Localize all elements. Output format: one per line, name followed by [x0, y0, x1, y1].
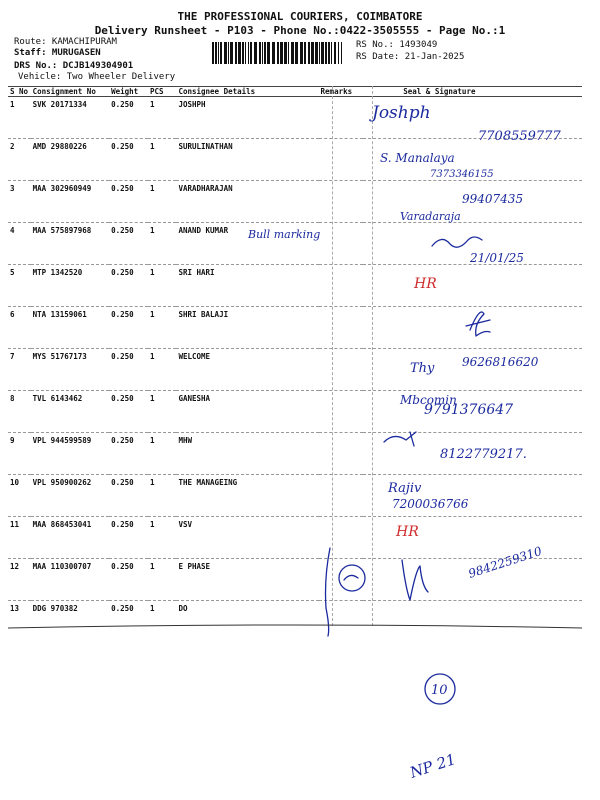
col-signature: Seal & Signature — [363, 87, 582, 97]
hw-hr-mark-row11: HR — [396, 524, 419, 540]
hw-sig8-phone: 9791376647 — [424, 402, 514, 418]
cell-weight: 0.250 — [109, 181, 148, 223]
cell-weight: 0.250 — [109, 391, 148, 433]
cell-consignment: AMD 29880226 — [31, 139, 109, 181]
cell-pcs: 1 — [148, 265, 176, 307]
hw-sig12-scribble — [402, 560, 428, 600]
hw-sig9-phone: 8122779217. — [440, 447, 527, 462]
cell-consignee: DO — [178, 604, 188, 613]
cell-consignee: WELCOME — [176, 349, 318, 391]
cell-pcs: 1 — [148, 139, 176, 181]
cell-sno: 10 — [8, 475, 31, 517]
hw-sig7-phone: 9626816620 — [462, 355, 539, 369]
cell-consignment: MAA 110300707 — [31, 559, 109, 601]
cell-weight: 0.250 — [109, 139, 148, 181]
cell-sno: 11 — [8, 517, 31, 559]
cell-sno: 8 — [8, 391, 31, 433]
rs-date: RS Date: 21-Jan-2025 — [356, 52, 465, 62]
rs-number: RS No.: 1493049 — [356, 40, 438, 50]
cell-consignee: MHW — [176, 433, 318, 475]
cell-sno: 2 — [8, 139, 31, 181]
cell-weight: 0.250 — [109, 433, 148, 475]
hw-sig12-phone: 9842259310 — [466, 543, 544, 581]
cell-pcs: 1 — [148, 433, 176, 475]
hw-stamp-circle — [339, 565, 365, 591]
cell-pcs: 1 — [148, 97, 176, 139]
cell-pcs: 1 — [148, 223, 176, 265]
cell-pcs: 1 — [148, 475, 176, 517]
runsheet-title: Delivery Runsheet - P103 - Phone No.:0422-3505555 - Page No.:1 — [94, 24, 506, 37]
cell-weight: 0.250 — [109, 97, 148, 139]
cell-sno: 6 — [8, 307, 31, 349]
hw-stamp-mark — [344, 575, 358, 580]
staff-label: Staff: MURUGASEN — [14, 48, 101, 58]
cell-weight: 0.250 — [109, 307, 148, 349]
cell-sno: 7 — [8, 349, 31, 391]
hw-circled-number: 10 — [431, 683, 448, 698]
hw-sig2-name: S. Manalaya — [380, 151, 455, 165]
cell-pcs: 1 — [148, 559, 176, 601]
cell-sno: 5 — [8, 265, 31, 307]
vehicle-label: Vehicle: Two Wheeler Delivery — [18, 72, 176, 82]
hw-sig1-phone: 7708559777 — [478, 129, 561, 144]
hw-sig8-name: Mbcomin — [400, 393, 457, 407]
cell-weight: 0.250 — [109, 475, 148, 517]
col-sno: S No — [8, 87, 31, 97]
cell-weight: 0.250 — [109, 559, 148, 601]
cell-consignment: VPL 944599589 — [31, 433, 109, 475]
cell-consignment: MAA 302960949 — [31, 181, 109, 223]
cell-consignee: THE MANAGEING — [176, 475, 318, 517]
cell-weight: 0.250 — [109, 223, 148, 265]
cell-sno: 4 — [8, 223, 31, 265]
cell-weight: 0.250 — [109, 265, 148, 307]
cell-consignment: SVK 20171334 — [31, 97, 109, 139]
cell-consignee: SURULINATHAN — [176, 139, 318, 181]
cell-sno: 12 — [8, 559, 31, 601]
cell-consignee: SRI HARI — [176, 265, 318, 307]
cell-consignment: MYS 51767173 — [31, 349, 109, 391]
col-consignee: Consignee Details — [176, 87, 318, 97]
cell-pcs: 1 — [149, 604, 155, 613]
cell-consignee: GANESHA — [176, 391, 318, 433]
col-weight: Weight — [109, 87, 148, 97]
cell-consignee: JOSHPH — [176, 97, 318, 139]
drs-number: DRS No.: DCJB149304901 — [14, 61, 134, 71]
hw-sig9-scribble — [384, 432, 416, 446]
cell-weight: 0.250 — [109, 517, 148, 559]
cell-consignment: VPL 950900262 — [31, 475, 109, 517]
cell-consignee: VARADHARAJAN — [176, 181, 318, 223]
cell-consignee: E PHASE — [176, 559, 318, 601]
route-label: Route: KAMACHIPURAM — [14, 37, 117, 47]
col-pcs: PCS — [148, 87, 176, 97]
cell-consignment: MAA 868453041 — [31, 517, 109, 559]
cell-consignment: MAA 575897968 — [31, 223, 109, 265]
cell-consignee: ANAND KUMAR — [176, 223, 318, 265]
cell-consignee: VSV — [176, 517, 318, 559]
cell-weight: 0.250 — [109, 349, 148, 391]
hw-sig10-name: Rajiv — [388, 481, 422, 496]
cell-sno: 13 — [10, 604, 20, 613]
hw-sig10-phone: 7200036766 — [392, 497, 469, 511]
hw-sig7-name: Thy — [410, 361, 435, 376]
col-consignment: Consignment No — [31, 87, 109, 97]
hw-hr-mark-row5: HR — [414, 276, 437, 292]
cell-consignment: NTA 13159061 — [31, 307, 109, 349]
cell-pcs: 1 — [148, 181, 176, 223]
cell-sno: 3 — [8, 181, 31, 223]
hw-sig6-mark — [466, 312, 490, 336]
hw-note4: Bull marking — [248, 228, 321, 241]
cell-consignment: DDG 970382 — [32, 604, 78, 613]
company-name: THE PROFESSIONAL COURIERS, COIMBATORE — [177, 10, 423, 23]
cell-pcs: 1 — [148, 517, 176, 559]
hw-sig2-phone: 7373346155 — [430, 169, 494, 180]
cell-consignment: MTP 1342520 — [31, 265, 109, 307]
cell-pcs: 1 — [148, 391, 176, 433]
hw-sig5-date: 21/01/25 — [470, 251, 524, 265]
hw-sig3-phone: 99407435 — [462, 192, 524, 206]
cell-sno: 1 — [8, 97, 31, 139]
cell-sno: 9 — [8, 433, 31, 475]
cell-pcs: 1 — [148, 349, 176, 391]
cell-pcs: 1 — [148, 307, 176, 349]
cell-weight: 0.250 — [111, 604, 134, 613]
cell-consignee: SHRI BALAJI — [176, 307, 318, 349]
col-remarks: Remarks — [319, 87, 364, 97]
hw-sig3-name: Varadaraja — [400, 210, 461, 223]
cell-consignment: TVL 6143462 — [31, 391, 109, 433]
hw-bracket-line — [326, 548, 331, 636]
table-bottom-border — [8, 625, 582, 628]
hw-sig4-scribble — [432, 237, 482, 247]
hw-footer-note: NP 21 — [407, 750, 459, 782]
hw-sig1-name: Joshph — [372, 103, 431, 123]
